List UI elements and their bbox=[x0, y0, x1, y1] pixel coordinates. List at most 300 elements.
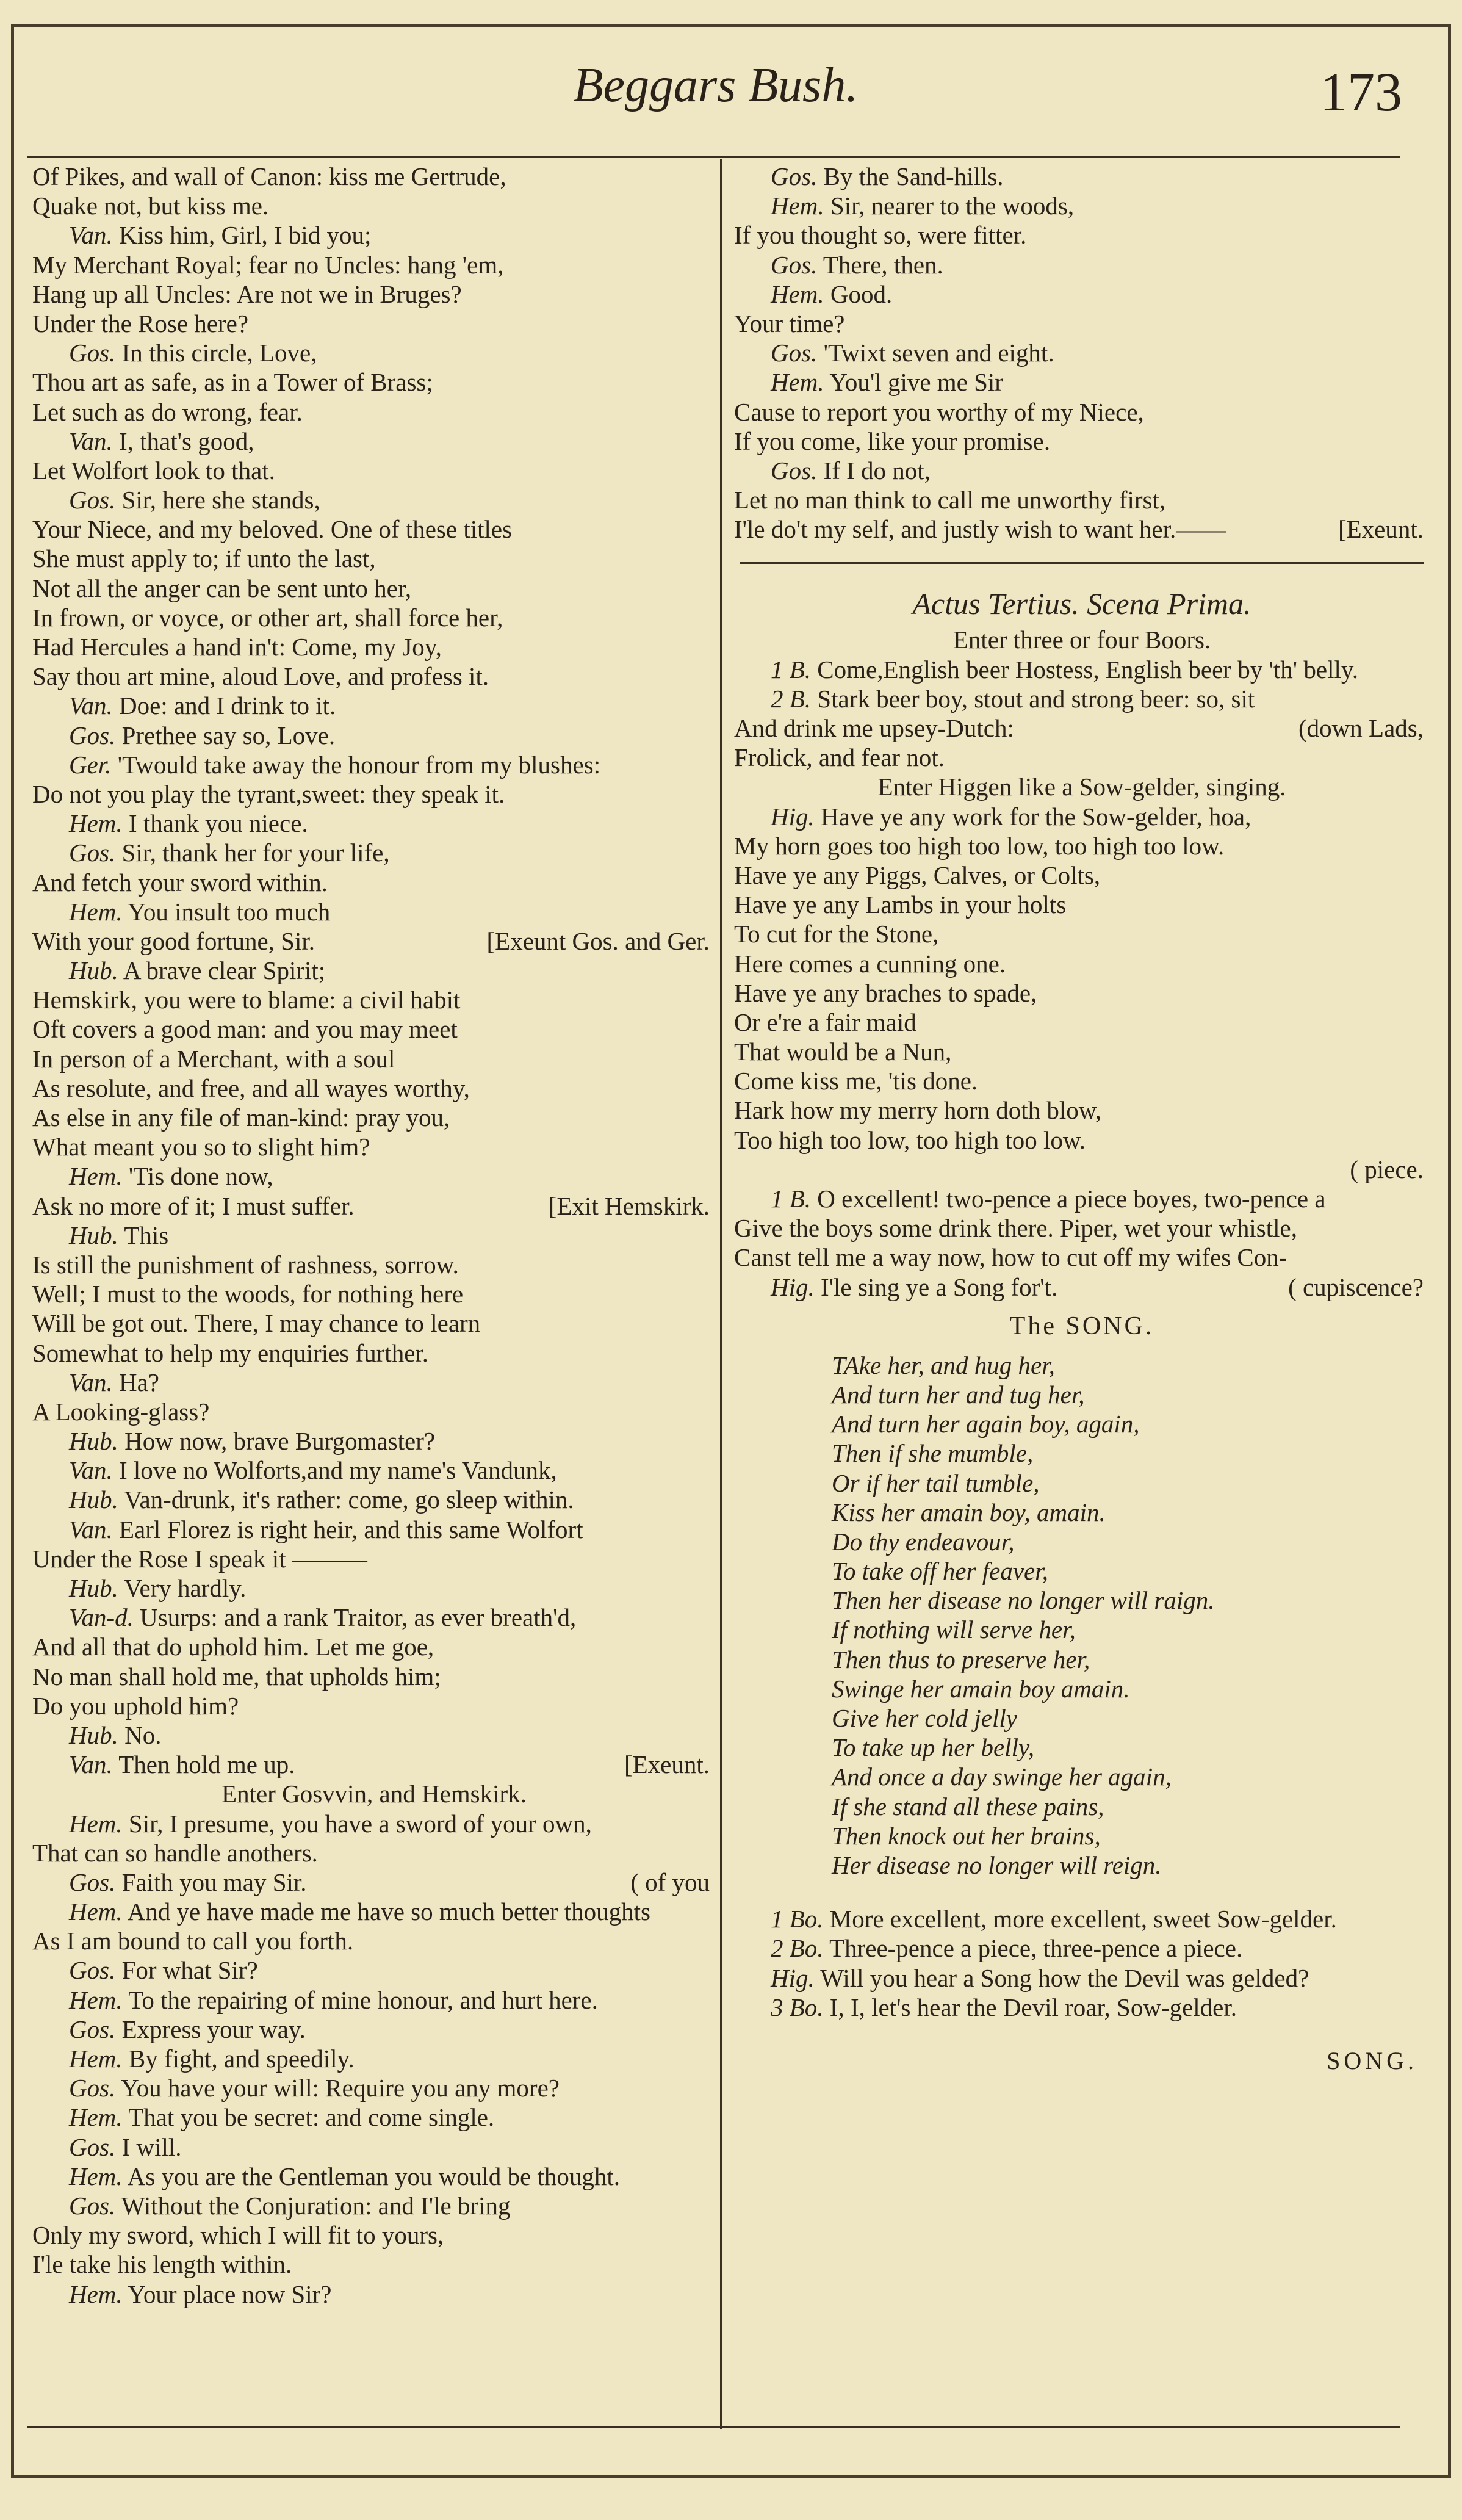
text-line bbox=[32, 897, 716, 926]
text-line bbox=[32, 338, 716, 367]
line-text: Quake not, but kiss me. bbox=[32, 192, 269, 220]
speaker-label: Hig. bbox=[771, 1273, 815, 1301]
text-line bbox=[32, 1309, 716, 1338]
text-line bbox=[32, 1720, 716, 1750]
speaker-label: Hig. bbox=[771, 1963, 815, 1992]
line-text: With your good fortune, Sir. bbox=[32, 926, 315, 955]
line-text: In this circle, Love, bbox=[121, 339, 317, 367]
text-line bbox=[32, 1809, 716, 1838]
line-text: For what Sir? bbox=[121, 1956, 258, 1985]
speaker-label: Hem. bbox=[69, 2280, 123, 2308]
text-line bbox=[32, 2220, 716, 2250]
speaker-label: Hem. bbox=[69, 2162, 123, 2190]
text-line bbox=[32, 809, 716, 838]
text-line bbox=[32, 2250, 716, 2279]
line-text: To the repairing of mine honour, and hurt here. bbox=[128, 1985, 598, 2014]
line-text: Good. bbox=[830, 280, 893, 308]
line-text: I, that's good, bbox=[119, 427, 254, 455]
speaker-label: 1 Bo. bbox=[771, 1905, 824, 1933]
song-line: Do thy endeavour, bbox=[832, 1527, 1015, 1556]
text-line bbox=[734, 1184, 1430, 1213]
line-text: And ye have made me have so much better thoughts bbox=[127, 1897, 651, 1926]
line-text: Sir, thank her for your life, bbox=[121, 839, 390, 867]
line-text: Will be got out. There, I may chance to learn bbox=[32, 1309, 481, 1338]
line-text: And all that do uphold him. Let me goe, bbox=[32, 1633, 434, 1661]
speaker-label: Gos. bbox=[69, 339, 116, 367]
speaker-label: Ger. bbox=[69, 750, 112, 779]
song-line: Then her disease no longer will raign. bbox=[832, 1586, 1215, 1615]
text-line bbox=[32, 2073, 716, 2103]
song-line: Or if her tail tumble, bbox=[832, 1468, 1040, 1497]
text-line bbox=[734, 978, 1430, 1008]
line-text: Express your way. bbox=[121, 2015, 306, 2043]
line-text: Your time? bbox=[734, 309, 845, 338]
line-text: Hemskirk, you were to blame: a civil habit bbox=[32, 986, 461, 1014]
speaker-label: Hem. bbox=[771, 368, 824, 397]
text-line bbox=[32, 2280, 716, 2309]
song-line: Swinge her amain boy amain. bbox=[832, 1674, 1130, 1703]
act-divider-rule bbox=[740, 562, 1424, 564]
text-line bbox=[32, 1485, 716, 1514]
text-line bbox=[734, 514, 1430, 544]
text-line bbox=[734, 338, 1430, 367]
line-text: Canst tell me a way now, how to cut off my wifes Con- bbox=[734, 1243, 1287, 1272]
text-line bbox=[734, 220, 1430, 250]
text-line bbox=[32, 280, 716, 309]
line-text: Three-pence a piece, three-pence a piece. bbox=[829, 1934, 1243, 1963]
line-text: Too high too low, too high too low. bbox=[734, 1125, 1086, 1154]
text-line bbox=[734, 772, 1430, 801]
speaker-label: Van. bbox=[69, 1515, 113, 1543]
text-line bbox=[32, 1691, 716, 1720]
line-text: Thou art as safe, as in a Tower of Brass; bbox=[32, 368, 433, 397]
line-text: Or e're a fair maid bbox=[734, 1008, 916, 1036]
text-line bbox=[734, 919, 1430, 948]
speaker-label: Hem. bbox=[771, 280, 824, 308]
speaker-label: Gos. bbox=[69, 2015, 116, 2043]
line-text: Of Pikes, and wall of Canon: kiss me Gertrude, bbox=[32, 162, 506, 190]
speaker-label: Van. bbox=[69, 691, 113, 720]
speaker-label: 1 B. bbox=[771, 1185, 812, 1213]
line-text: Faith you may Sir. bbox=[121, 1868, 307, 1896]
line-text: Enter Higgen like a Sow-gelder, singing. bbox=[877, 773, 1286, 801]
text-line bbox=[32, 838, 716, 867]
right-mid-block bbox=[734, 625, 1430, 1301]
line-text: Without the Conjuration: and I'le bring bbox=[121, 2191, 511, 2220]
text-line bbox=[734, 367, 1430, 397]
line-text: Sir, here she stands, bbox=[121, 486, 320, 514]
line-text: Have ye any braches to spade, bbox=[734, 978, 1037, 1007]
song-line: To take up her belly, bbox=[832, 1733, 1035, 1762]
line-text: By fight, and speedily. bbox=[128, 2045, 355, 2073]
line-text: Kiss him, Girl, I bid you; bbox=[119, 221, 372, 250]
text-line bbox=[734, 456, 1430, 485]
stage-direction: [Exeunt. bbox=[624, 1750, 710, 1779]
text-line bbox=[32, 1397, 716, 1426]
text-line bbox=[32, 1014, 716, 1044]
line-text: 'Twould take away the honour from my blushes: bbox=[117, 750, 601, 779]
text-line bbox=[32, 1868, 716, 1897]
line-text: Somewhat to help my enquiries further. bbox=[32, 1338, 429, 1367]
line-text: Come kiss me, 'tis done. bbox=[734, 1067, 978, 1096]
text-line bbox=[734, 280, 1430, 309]
line-text: Oft covers a good man: and you may meet bbox=[32, 1015, 458, 1044]
text-line bbox=[32, 1750, 716, 1779]
text-line bbox=[734, 1066, 1430, 1096]
song-title: The SONG. bbox=[1009, 1312, 1154, 1340]
line-text: Enter three or four Boors. bbox=[952, 626, 1211, 654]
line-text: Ask no more of it; I must suffer. bbox=[32, 1191, 355, 1220]
text-line bbox=[32, 1074, 716, 1103]
line-text: Your place now Sir? bbox=[128, 2280, 332, 2308]
text-line bbox=[734, 802, 1430, 831]
line-text: Usurps: and a rank Traitor, as ever breath'd, bbox=[140, 1603, 577, 1632]
song-line: Give her cold jelly bbox=[832, 1704, 1017, 1732]
line-text: Under the Rose here? bbox=[32, 309, 249, 338]
line-text: Sir, nearer to the woods, bbox=[830, 192, 1075, 220]
line-text: I will. bbox=[121, 2132, 182, 2161]
song-line: And turn her and tug her, bbox=[832, 1380, 1085, 1409]
speaker-label: Hub. bbox=[69, 1221, 118, 1249]
right-top-block bbox=[734, 162, 1430, 544]
text-line bbox=[734, 655, 1430, 684]
speaker-label: Hem. bbox=[69, 2103, 123, 2132]
right-column bbox=[734, 162, 1430, 2076]
line-text: Have ye any Piggs, Calves, or Colts, bbox=[734, 861, 1101, 889]
line-text: Have ye any work for the Sow-gelder, hoa, bbox=[821, 802, 1251, 831]
page-frame bbox=[11, 24, 1451, 2478]
text-line bbox=[32, 367, 716, 397]
speaker-label: Hem. bbox=[69, 1897, 123, 1926]
text-line bbox=[734, 743, 1430, 772]
line-text: I, I, let's hear the Devil roar, Sow-gelder. bbox=[829, 1993, 1237, 2021]
text-line bbox=[734, 1993, 1430, 2022]
line-text: By the Sand-hills. bbox=[823, 162, 1004, 190]
line-text: And fetch your sword within. bbox=[32, 868, 328, 897]
text-line bbox=[32, 1161, 716, 1191]
act-heading: Actus Tertius. Scena Prima. bbox=[912, 587, 1251, 621]
line-text: Well; I must to the woods, for nothing here bbox=[32, 1280, 464, 1309]
line-text: Hang up all Uncles: Are not we in Bruges? bbox=[32, 280, 462, 308]
text-line bbox=[734, 250, 1430, 280]
speaker-label: Hem. bbox=[771, 192, 824, 220]
line-text: Give the boys some drink there. Piper, wet your whistle, bbox=[734, 1214, 1297, 1243]
text-line bbox=[734, 1125, 1430, 1155]
speaker-label: Hem. bbox=[69, 1809, 123, 1838]
text-line bbox=[32, 485, 716, 514]
line-text: No man shall hold me, that upholds him; bbox=[32, 1662, 441, 1691]
line-text: Van-drunk, it's rather: come, go sleep within. bbox=[124, 1486, 574, 1514]
catchword: SONG. bbox=[1327, 2046, 1417, 2074]
line-text: Very hardly. bbox=[124, 1574, 247, 1602]
speaker-label: Hub. bbox=[69, 1486, 118, 1514]
text-line bbox=[32, 1955, 716, 1985]
speaker-label: Gos. bbox=[69, 721, 116, 749]
speaker-label: Van. bbox=[69, 1368, 113, 1396]
song-line: Then thus to preserve her, bbox=[832, 1645, 1090, 1673]
text-line bbox=[32, 544, 716, 573]
line-text: That you be secret: and come single. bbox=[128, 2103, 495, 2132]
page-number: 173 bbox=[1320, 62, 1402, 123]
text-line bbox=[32, 1573, 716, 1603]
text-line bbox=[734, 684, 1430, 713]
line-text: In frown, or voyce, or other art, shall force her, bbox=[32, 603, 503, 632]
line-text: Enter Gosvvin, and Hemskirk. bbox=[221, 1780, 527, 1808]
text-line bbox=[32, 162, 716, 191]
text-line bbox=[32, 603, 716, 632]
text-line bbox=[32, 779, 716, 809]
text-line bbox=[32, 1221, 716, 1250]
right-bottom-block bbox=[734, 1904, 1430, 2022]
line-text: More excellent, more excellent, sweet Sow-gelder. bbox=[829, 1905, 1337, 1933]
text-line bbox=[32, 721, 716, 750]
text-line bbox=[734, 1037, 1430, 1066]
text-line bbox=[32, 309, 716, 338]
text-line bbox=[32, 1926, 716, 1955]
line-text: O excellent! two-pence a piece boyes, two-pence a bbox=[817, 1185, 1326, 1213]
text-line bbox=[734, 625, 1430, 654]
line-text: Is still the punishment of rashness, sorrow. bbox=[32, 1250, 459, 1279]
text-line bbox=[734, 397, 1430, 427]
text-line bbox=[32, 514, 716, 544]
line-text: Prethee say so, Love. bbox=[121, 721, 336, 749]
stage-direction: (down Lads, bbox=[1298, 714, 1424, 742]
text-line bbox=[734, 1933, 1430, 1963]
stage-direction: ( piece. bbox=[1350, 1155, 1424, 1183]
text-line bbox=[32, 2162, 716, 2191]
speaker-label: Gos. bbox=[69, 2132, 116, 2161]
line-text: Doe: and I drink to it. bbox=[119, 691, 336, 720]
line-text: Under the Rose I speak it ——— bbox=[32, 1544, 367, 1573]
line-text: That can so handle anothers. bbox=[32, 1838, 318, 1867]
spacer bbox=[734, 1880, 1430, 1904]
speaker-label: 3 Bo. bbox=[771, 1993, 824, 2021]
text-line bbox=[734, 162, 1430, 191]
line-text: I'le sing ye a Song for't. bbox=[821, 1273, 1058, 1301]
line-text: A brave clear Spirit; bbox=[123, 956, 326, 985]
text-line bbox=[32, 456, 716, 485]
text-line bbox=[32, 1897, 716, 1926]
song-line: If nothing will serve her, bbox=[832, 1616, 1076, 1644]
line-text: You have your will: Require you any more? bbox=[121, 2074, 560, 2103]
line-text: You insult too much bbox=[128, 897, 331, 926]
speaker-label: 1 B. bbox=[771, 655, 812, 684]
text-line bbox=[734, 1243, 1430, 1272]
song-line: And turn her again boy, again, bbox=[832, 1410, 1140, 1439]
speaker-label: Hem. bbox=[69, 1985, 123, 2014]
speaker-label: Hig. bbox=[771, 802, 815, 831]
text-line bbox=[32, 2015, 716, 2044]
line-text: Stark beer boy, stout and strong beer: so, sit bbox=[817, 684, 1255, 713]
speaker-label: Hub. bbox=[69, 1720, 118, 1749]
text-line bbox=[734, 1904, 1430, 1933]
text-line bbox=[32, 191, 716, 220]
line-text: My horn goes too high too low, too high too low. bbox=[734, 831, 1225, 860]
text-line bbox=[32, 397, 716, 427]
text-line bbox=[32, 868, 716, 897]
line-text: That would be a Nun, bbox=[734, 1038, 952, 1066]
text-line bbox=[32, 2132, 716, 2162]
line-text: Say thou art mine, aloud Love, and profess it. bbox=[32, 662, 489, 691]
text-line bbox=[32, 250, 716, 280]
text-line bbox=[32, 1985, 716, 2015]
line-text: Then hold me up. bbox=[118, 1750, 295, 1779]
line-text: I'le do't my self, and justly wish to want her.—— bbox=[734, 515, 1226, 544]
text-line bbox=[32, 1044, 716, 1074]
speaker-label: Van-d. bbox=[69, 1603, 134, 1632]
line-text: I thank you niece. bbox=[128, 809, 308, 838]
speaker-label: Gos. bbox=[771, 162, 818, 190]
speaker-label: Hub. bbox=[69, 1574, 118, 1602]
text-line bbox=[32, 1456, 716, 1485]
text-line bbox=[734, 713, 1430, 743]
text-line bbox=[32, 1544, 716, 1573]
speaker-label: Van. bbox=[69, 427, 113, 455]
speaker-label: Hem. bbox=[69, 1162, 123, 1191]
speaker-label: Hub. bbox=[69, 1427, 118, 1456]
text-line bbox=[32, 2044, 716, 2073]
line-text: Your Niece, and my beloved. One of these titles bbox=[32, 515, 513, 544]
text-line bbox=[734, 890, 1430, 919]
footer-rule bbox=[27, 2426, 1400, 2428]
speaker-label: Gos. bbox=[69, 2191, 116, 2220]
line-text: Cause to report you worthy of my Niece, bbox=[734, 397, 1144, 426]
line-text: In person of a Merchant, with a soul bbox=[32, 1044, 395, 1073]
line-text: Not all the anger can be sent unto her, bbox=[32, 574, 412, 602]
line-text: Come,English beer Hostess, English beer by 'th' belly. bbox=[817, 655, 1358, 684]
line-text: Do you uphold him? bbox=[32, 1691, 239, 1720]
text-line bbox=[734, 949, 1430, 978]
line-text: My Merchant Royal; fear no Uncles: hang 'em, bbox=[32, 250, 504, 279]
text-line bbox=[32, 662, 716, 691]
line-text: If you come, like your promise. bbox=[734, 427, 1051, 455]
line-text: I love no Wolforts,and my name's Vandunk, bbox=[119, 1456, 557, 1485]
line-text: If I do not, bbox=[823, 456, 931, 485]
line-text: 'Tis done now, bbox=[128, 1162, 273, 1191]
line-text: Let Wolfort look to that. bbox=[32, 456, 275, 485]
text-line bbox=[32, 1250, 716, 1279]
line-text: Sir, I presume, you have a sword of your own, bbox=[128, 1809, 592, 1838]
speaker-label: Hem. bbox=[69, 897, 123, 926]
text-line bbox=[32, 1368, 716, 1397]
song-block bbox=[734, 1351, 1430, 1880]
line-text: Have ye any Lambs in your holts bbox=[734, 890, 1067, 919]
line-text: How now, brave Burgomaster? bbox=[124, 1427, 436, 1456]
line-text: Only my sword, which I will fit to yours, bbox=[32, 2221, 444, 2250]
line-text: As resolute, and free, and all wayes worthy, bbox=[32, 1074, 470, 1102]
header-rule bbox=[27, 156, 1400, 158]
line-text: As I am bound to call you forth. bbox=[32, 1927, 354, 1955]
line-text: And drink me upsey-Dutch: bbox=[734, 714, 1014, 742]
line-text: Had Hercules a hand in't: Come, my Joy, bbox=[32, 633, 442, 661]
column-divider bbox=[720, 159, 722, 2429]
text-line bbox=[32, 632, 716, 662]
speaker-label: Gos. bbox=[69, 1956, 116, 1985]
text-line bbox=[734, 191, 1430, 220]
line-text: Do not you play the tyrant,sweet: they speak it. bbox=[32, 779, 505, 808]
speaker-label: Hub. bbox=[69, 956, 118, 985]
text-line bbox=[32, 1838, 716, 1868]
speaker-label: Van. bbox=[69, 221, 113, 250]
stage-direction: [Exit Hemskirk. bbox=[548, 1191, 710, 1220]
song-line: Then knock out her brains, bbox=[832, 1821, 1101, 1850]
line-text: Ha? bbox=[119, 1368, 160, 1396]
text-line bbox=[32, 926, 716, 956]
stage-direction: ( cupiscence? bbox=[1288, 1273, 1424, 1301]
line-text: Here comes a cunning one. bbox=[734, 949, 1006, 978]
song-line: If she stand all these pains, bbox=[832, 1792, 1104, 1821]
line-text: This bbox=[124, 1221, 169, 1249]
text-line bbox=[32, 956, 716, 985]
line-text: 'Twixt seven and eight. bbox=[823, 339, 1054, 367]
speaker-label: Gos. bbox=[69, 486, 116, 514]
text-line bbox=[32, 691, 716, 720]
line-text: As else in any file of man-kind: pray you, bbox=[32, 1103, 450, 1132]
spacer bbox=[734, 2022, 1430, 2046]
line-text: No. bbox=[124, 1720, 162, 1749]
text-line bbox=[32, 1279, 716, 1309]
text-line bbox=[734, 1273, 1430, 1302]
text-line bbox=[734, 831, 1430, 861]
text-line bbox=[32, 1338, 716, 1368]
song-line: Her disease no longer will reign. bbox=[832, 1850, 1162, 1879]
text-line bbox=[32, 574, 716, 603]
text-line bbox=[734, 1096, 1430, 1125]
speaker-label: Gos. bbox=[69, 839, 116, 867]
song-line: And once a day swinge her again, bbox=[832, 1763, 1172, 1791]
text-line bbox=[32, 1132, 716, 1161]
text-line bbox=[734, 1008, 1430, 1037]
line-text: You'l give me Sir bbox=[829, 368, 1003, 397]
text-line bbox=[32, 1603, 716, 1632]
speaker-label: 2 B. bbox=[771, 684, 812, 713]
line-text: Hark how my merry horn doth blow, bbox=[734, 1096, 1101, 1125]
text-line bbox=[734, 427, 1430, 456]
text-line bbox=[32, 1103, 716, 1132]
text-line bbox=[32, 1632, 716, 1661]
text-line bbox=[734, 861, 1430, 890]
speaker-label: Gos. bbox=[771, 339, 818, 367]
line-text: What meant you so to slight him? bbox=[32, 1133, 370, 1161]
text-line bbox=[734, 1963, 1430, 1993]
text-line bbox=[734, 309, 1430, 338]
song-line: Then if she mumble, bbox=[832, 1439, 1034, 1468]
text-line bbox=[32, 2191, 716, 2220]
text-line bbox=[32, 750, 716, 779]
line-text: She must apply to; if unto the last, bbox=[32, 544, 376, 573]
stage-direction: [Exeunt. bbox=[1338, 515, 1424, 544]
line-text: Frolick, and fear not. bbox=[734, 743, 945, 772]
text-line bbox=[32, 1779, 716, 1808]
line-text: Earl Florez is right heir, and this same Wolfort bbox=[119, 1515, 583, 1543]
text-line bbox=[32, 427, 716, 456]
speaker-label: Gos. bbox=[69, 2074, 116, 2103]
text-line bbox=[32, 1515, 716, 1544]
text-line bbox=[32, 1662, 716, 1691]
line-text: Will you hear a Song how the Devil was gelded? bbox=[820, 1963, 1309, 1992]
line-text: There, then. bbox=[823, 250, 943, 279]
line-text: If you thought so, were fitter. bbox=[734, 221, 1027, 250]
text-line bbox=[32, 1191, 716, 1221]
line-text: Let such as do wrong, fear. bbox=[32, 397, 303, 426]
text-line bbox=[32, 985, 716, 1014]
speaker-label: Gos. bbox=[771, 250, 818, 279]
text-line bbox=[32, 2103, 716, 2132]
text-line bbox=[32, 220, 716, 250]
speaker-label: Hem. bbox=[69, 809, 123, 838]
line-text: To cut for the Stone, bbox=[734, 920, 939, 948]
speaker-label: Hem. bbox=[69, 2045, 123, 2073]
